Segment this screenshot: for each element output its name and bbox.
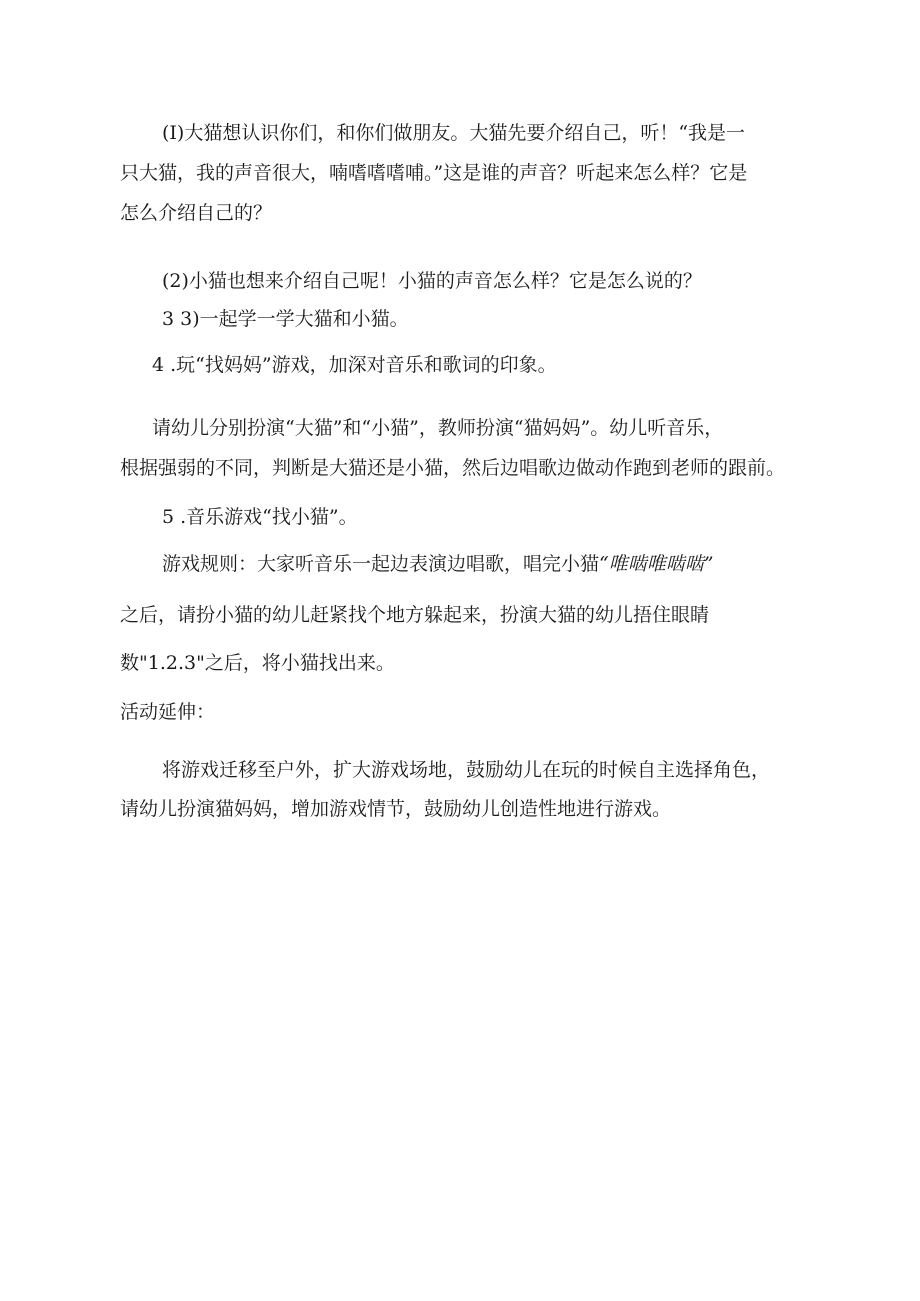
extension-body-line-1: 将游戏迁移至户外，扩大游戏场地，鼓励幼儿在玩的时候自主选择角色， (162, 759, 771, 781)
step-3-1-line-3: 怎么介绍自己的？ (120, 202, 273, 224)
game-rules-line-2: 之后，请扮小猫的幼儿赶紧找个地方躲起来，扮演大猫的幼儿捂住眼睛 (120, 604, 710, 626)
step-3-1-line-1: (I)大猫想认识你们，和你们做朋友。大猫先要介绍自己，听！“我是一 (162, 122, 746, 144)
game-rules-prefix: 游戏规则：大家听音乐一起边表演边唱歌，唱完小猫 (162, 553, 600, 575)
step-4-heading: 4 .玩“找妈妈”游戏，加深对音乐和歌词的印象。 (152, 354, 557, 376)
step-3-3: 3 3)一起学一学大猫和小猫。 (162, 308, 409, 330)
step-5-heading: 5 .音乐游戏“找小猫”。 (162, 506, 358, 528)
step-4-body-line-1: 请幼儿分别扮演“大猫”和“小猫”，教师扮演“猫妈妈”。幼儿听音乐， (152, 417, 724, 439)
game-rules-line-3: 数"1.2.3"之后，将小猫找出来。 (120, 652, 395, 674)
game-rules-line-1 (162, 555, 713, 574)
step-3-2: (2)小猫也想来介绍自己呢！小猫的声音怎么样？它是怎么说的？ (162, 270, 702, 292)
step-3-1-line-2: 只大猫，我的声音很大，喃嗜嗜嗜哺。”这是谁的声音？听起来怎么样？它是 (120, 162, 748, 184)
extension-body-line-2: 请幼儿扮演猫妈妈，增加游戏情节，鼓励幼儿创造性地进行游戏。 (120, 798, 672, 820)
step-4-body-line-2: 根据强弱的不同，判断是大猫还是小猫，然后边唱歌边做动作跑到老师的跟前。 (120, 457, 786, 479)
game-rules-song-quote: “唯啮唯啮啮” (599, 553, 714, 575)
extension-heading: 活动延伸： (120, 701, 216, 723)
